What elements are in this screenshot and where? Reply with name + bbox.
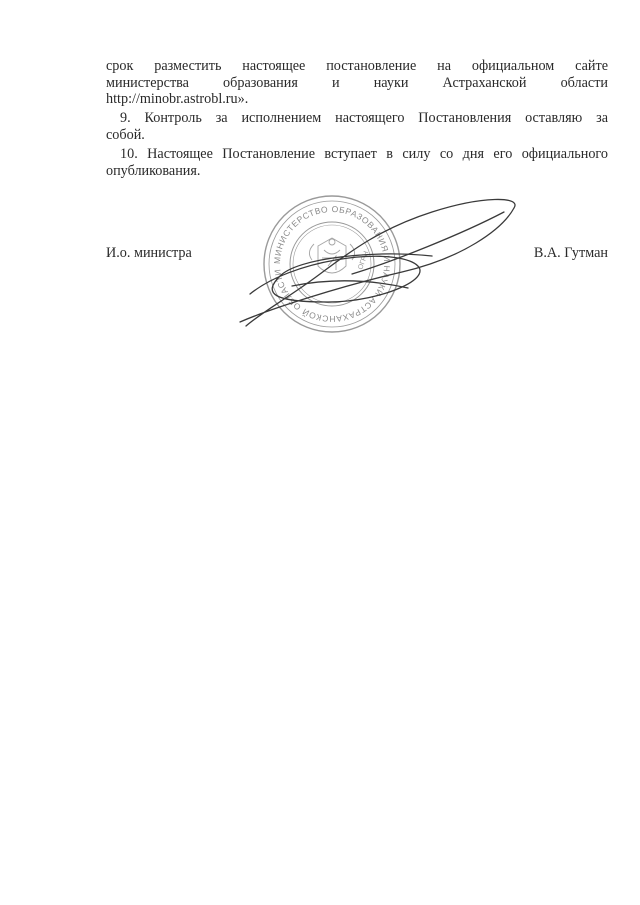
paragraph-8-line-1: срок разместить настоящее постановление на официальном сайте <box>106 58 608 74</box>
official-stamp-and-signature <box>232 190 524 340</box>
signer-title: И.о. министра <box>106 245 192 261</box>
paragraph-10 <box>106 146 608 179</box>
paragraph-9-line-2: собой. <box>106 126 145 143</box>
stamp-signature-graphic <box>232 190 524 340</box>
signer-name: В.А. Гутман <box>533 245 608 261</box>
paragraph-8-line-3: http://minobr.astrobl.ru». <box>106 91 249 107</box>
paragraph-10-line-1: 10. Настоящее Постановление вступает в силу со дня его официального <box>120 146 608 162</box>
seal-inner-text: ОГРН <box>357 250 371 271</box>
paragraph-9 <box>106 110 608 143</box>
paragraph-10-line-2: опубликования. <box>106 162 201 179</box>
paragraph-8-line-2: министерства образования и науки Астраханской области <box>106 74 608 91</box>
seal-ring-textpath: МИНИСТЕРСТВО ОБРАЗОВАНИЯ И НАУКИ АСТРАХАНСКОЙ ОБЛАСТИ <box>271 203 393 325</box>
paragraph-9-line-1: 9. Контроль за исполнением настоящего Постановления оставляю за <box>120 110 608 126</box>
paragraph-8 <box>106 58 608 108</box>
official-seal-icon <box>264 196 400 332</box>
